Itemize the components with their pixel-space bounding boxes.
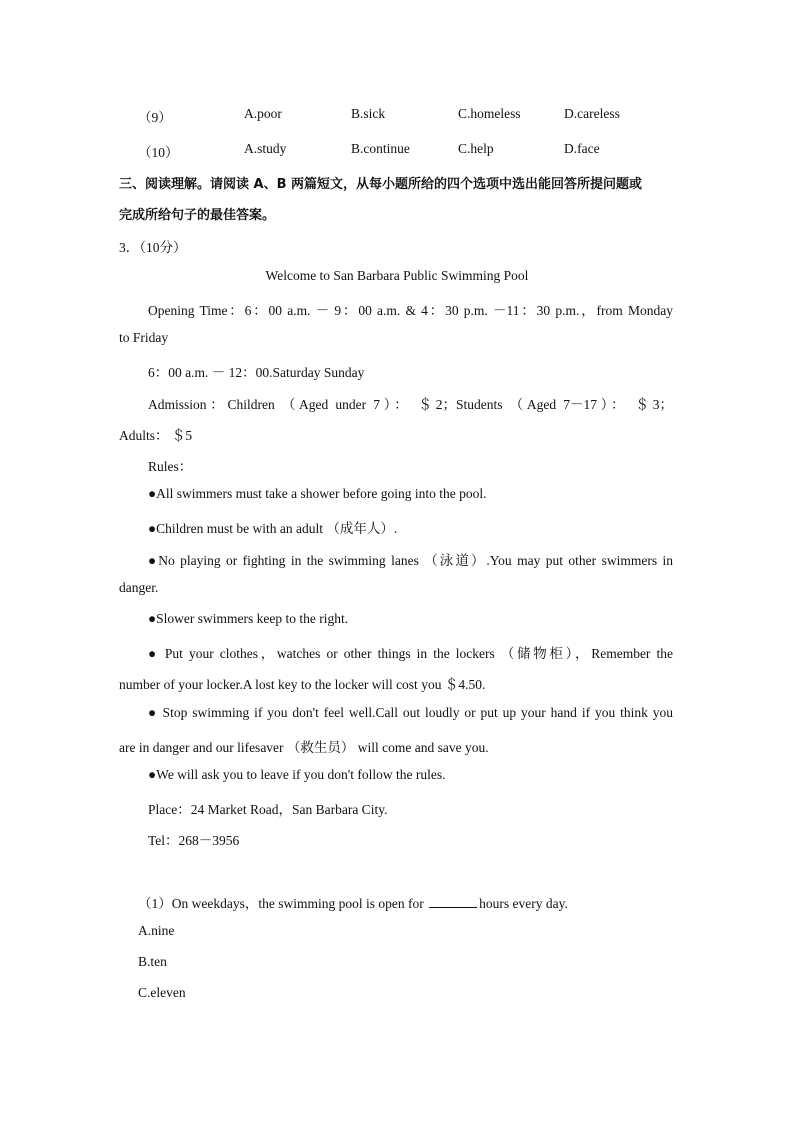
weekend-hours: 6：00 a.m. － 12：00.Saturday Sunday	[148, 365, 365, 380]
question-1-stem	[138, 892, 568, 912]
choice-a[interactable]: A.nine	[138, 923, 175, 938]
rules-label: Rules：	[148, 459, 193, 474]
option-a: A.poor	[244, 106, 282, 121]
section-heading-line-1: 三、阅读理解。请阅读 A、B 两篇短文，从每小题所给的四个选项中选出能回答所提问题或	[119, 177, 643, 192]
rule-3-line-1: ●No playing or fighting in the swimming lanes （泳道）.You may put other swimmers in	[148, 553, 673, 568]
answer-blank[interactable]	[429, 895, 477, 908]
option-d: D.careless	[564, 106, 620, 121]
choice-c[interactable]: C.eleven	[138, 985, 186, 1000]
rule-6-line-1: ● Stop swimming if you don't feel well.Call out loudly or put up your hand if you think you	[148, 705, 673, 720]
rule-6-line-2: are in danger and our lifesaver （救生员） will come and save you.	[119, 740, 489, 755]
opening-time-line-2: to Friday	[119, 330, 169, 345]
option-d: D.face	[564, 141, 600, 156]
admission-line-2: Adults： ＄5	[119, 428, 193, 443]
rule-5-line-2: number of your locker.A lost key to the locker will cost you ＄4.50.	[119, 677, 486, 692]
option-b: B.sick	[351, 106, 386, 121]
question-number: （9）	[138, 110, 172, 125]
rule-5-line-1: ● Put your clothes，watches or other things in the lockers （储物柜），Remember the	[148, 646, 673, 661]
rule-4: ●Slower swimmers keep to the right.	[148, 611, 349, 626]
rule-2: ●Children must be with an adult （成年人）.	[148, 521, 398, 536]
passage-title: Welcome to San Barbara Public Swimming Pool	[265, 268, 529, 283]
question-number: （10）	[138, 145, 179, 160]
rule-3-line-2: danger.	[119, 580, 159, 595]
question-label: 3．（10分）	[119, 240, 187, 255]
rule-7: ●We will ask you to leave if you don't follow the rules.	[148, 767, 446, 782]
option-b: B.continue	[351, 141, 410, 156]
admission-line-1: Admission：Children （Aged under 7）： ＄2；Students （Aged 7－17）： ＄3；	[148, 397, 673, 412]
option-c: C.homeless	[458, 106, 521, 121]
telephone: Tel：268－3956	[148, 833, 240, 848]
place: Place：24 Market Road，San Barbara City.	[148, 802, 388, 817]
question-1-stem-before: （1）On weekdays，the swimming pool is open for	[138, 896, 424, 911]
option-c: C.help	[458, 141, 494, 156]
question-1-stem-after: hours every day.	[479, 896, 568, 911]
section-heading-line-2: 完成所给句子的最佳答案。	[119, 208, 276, 223]
choice-b[interactable]: B.ten	[138, 954, 167, 969]
option-a: A.study	[244, 141, 287, 156]
opening-time-line-1: Opening Time：6：00 a.m. － 9：00 a.m. & 4：30 p.m. －11：30 p.m.，from Monday	[148, 303, 673, 318]
rule-1: ●All swimmers must take a shower before going into the pool.	[148, 486, 487, 501]
